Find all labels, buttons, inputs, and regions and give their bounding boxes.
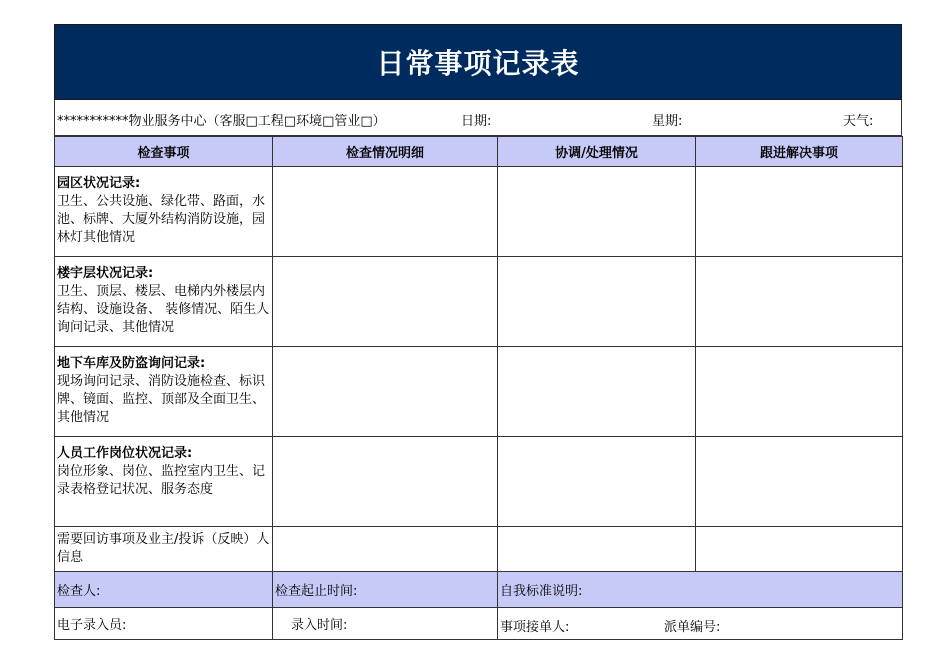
item-cell — [55, 167, 273, 257]
table-row — [55, 437, 903, 527]
table-row — [55, 527, 903, 572]
item-title: 人员工作岗位状况记录: — [57, 446, 193, 461]
clerk-field[interactable]: 电子录入员: — [55, 608, 273, 640]
table-row — [55, 347, 903, 437]
detail-cell[interactable] — [273, 437, 498, 527]
header-check-item: 检查事项 — [55, 137, 273, 167]
entry-time-field[interactable]: 录入时间: — [273, 608, 498, 640]
detail-cell[interactable] — [273, 167, 498, 257]
record-sheet — [54, 24, 902, 640]
title-bar — [54, 24, 902, 100]
coordination-cell[interactable] — [498, 347, 696, 437]
weather-label: 天气: — [843, 114, 874, 129]
table-row — [55, 167, 903, 257]
date-label: 日期: — [461, 114, 492, 129]
item-title: 园区状况记录: — [57, 176, 141, 191]
signature-row — [55, 572, 903, 608]
service-center-label: ***********物业服务中心（客服□工程□环境□管业□） — [57, 114, 386, 129]
detail-cell[interactable] — [273, 347, 498, 437]
item-cell — [55, 437, 273, 527]
coordination-cell[interactable] — [498, 257, 696, 347]
inspector-field[interactable]: 检查人: — [55, 572, 273, 608]
item-cell — [55, 347, 273, 437]
follow-up-cell[interactable] — [696, 527, 903, 572]
follow-up-cell[interactable] — [696, 167, 903, 257]
header-row — [55, 137, 903, 167]
self-standard-field[interactable]: 自我标准说明: — [498, 572, 903, 608]
item-desc: 岗位形象、岗位、监控室内卫生、记录表格登记状况、服务态度 — [57, 464, 266, 497]
coordination-cell[interactable] — [498, 437, 696, 527]
time-range-field[interactable]: 检查起止时间: — [273, 572, 498, 608]
dispatch-no-field[interactable]: 派单编号: — [664, 620, 721, 635]
table-row — [55, 257, 903, 347]
item-title: 地下车库及防盗询问记录: — [57, 356, 206, 371]
coordination-cell[interactable] — [498, 167, 696, 257]
item-cell — [55, 257, 273, 347]
header-coordination: 协调/处理情况 — [498, 137, 696, 167]
follow-up-info-cell: 需要回访事项及业主/投诉（反映）人信息 — [55, 527, 273, 572]
item-desc: 现场询问记录、消防设施检查、标识牌、镜面、监控、顶部及全面卫生、其他情况 — [57, 374, 266, 425]
weekday-label: 星期: — [652, 114, 683, 129]
receiver-field[interactable]: 事项接单人: — [500, 620, 570, 635]
record-table — [54, 136, 903, 640]
page-title: 日常事项记录表 — [376, 47, 580, 80]
entry-row — [55, 608, 903, 640]
receiver-dispatch-cell — [498, 608, 903, 640]
info-row — [54, 100, 902, 136]
item-title: 楼宇层状况记录: — [57, 266, 154, 281]
follow-up-cell[interactable] — [696, 347, 903, 437]
follow-up-cell[interactable] — [696, 437, 903, 527]
item-desc: 卫生、公共设施、绿化带、路面，水池、标牌、大厦外结构消防设施，园林灯其他情况 — [57, 194, 266, 245]
coordination-cell[interactable] — [498, 527, 696, 572]
header-follow-up: 跟进解决事项 — [696, 137, 903, 167]
header-check-detail: 检查情况明细 — [273, 137, 498, 167]
item-desc: 卫生、顶层、楼层、电梯内外楼层内结构、设施设备、 装修情况、陌生人询问记录、其他情况 — [57, 284, 270, 335]
detail-cell[interactable] — [273, 527, 498, 572]
detail-cell[interactable] — [273, 257, 498, 347]
follow-up-cell[interactable] — [696, 257, 903, 347]
